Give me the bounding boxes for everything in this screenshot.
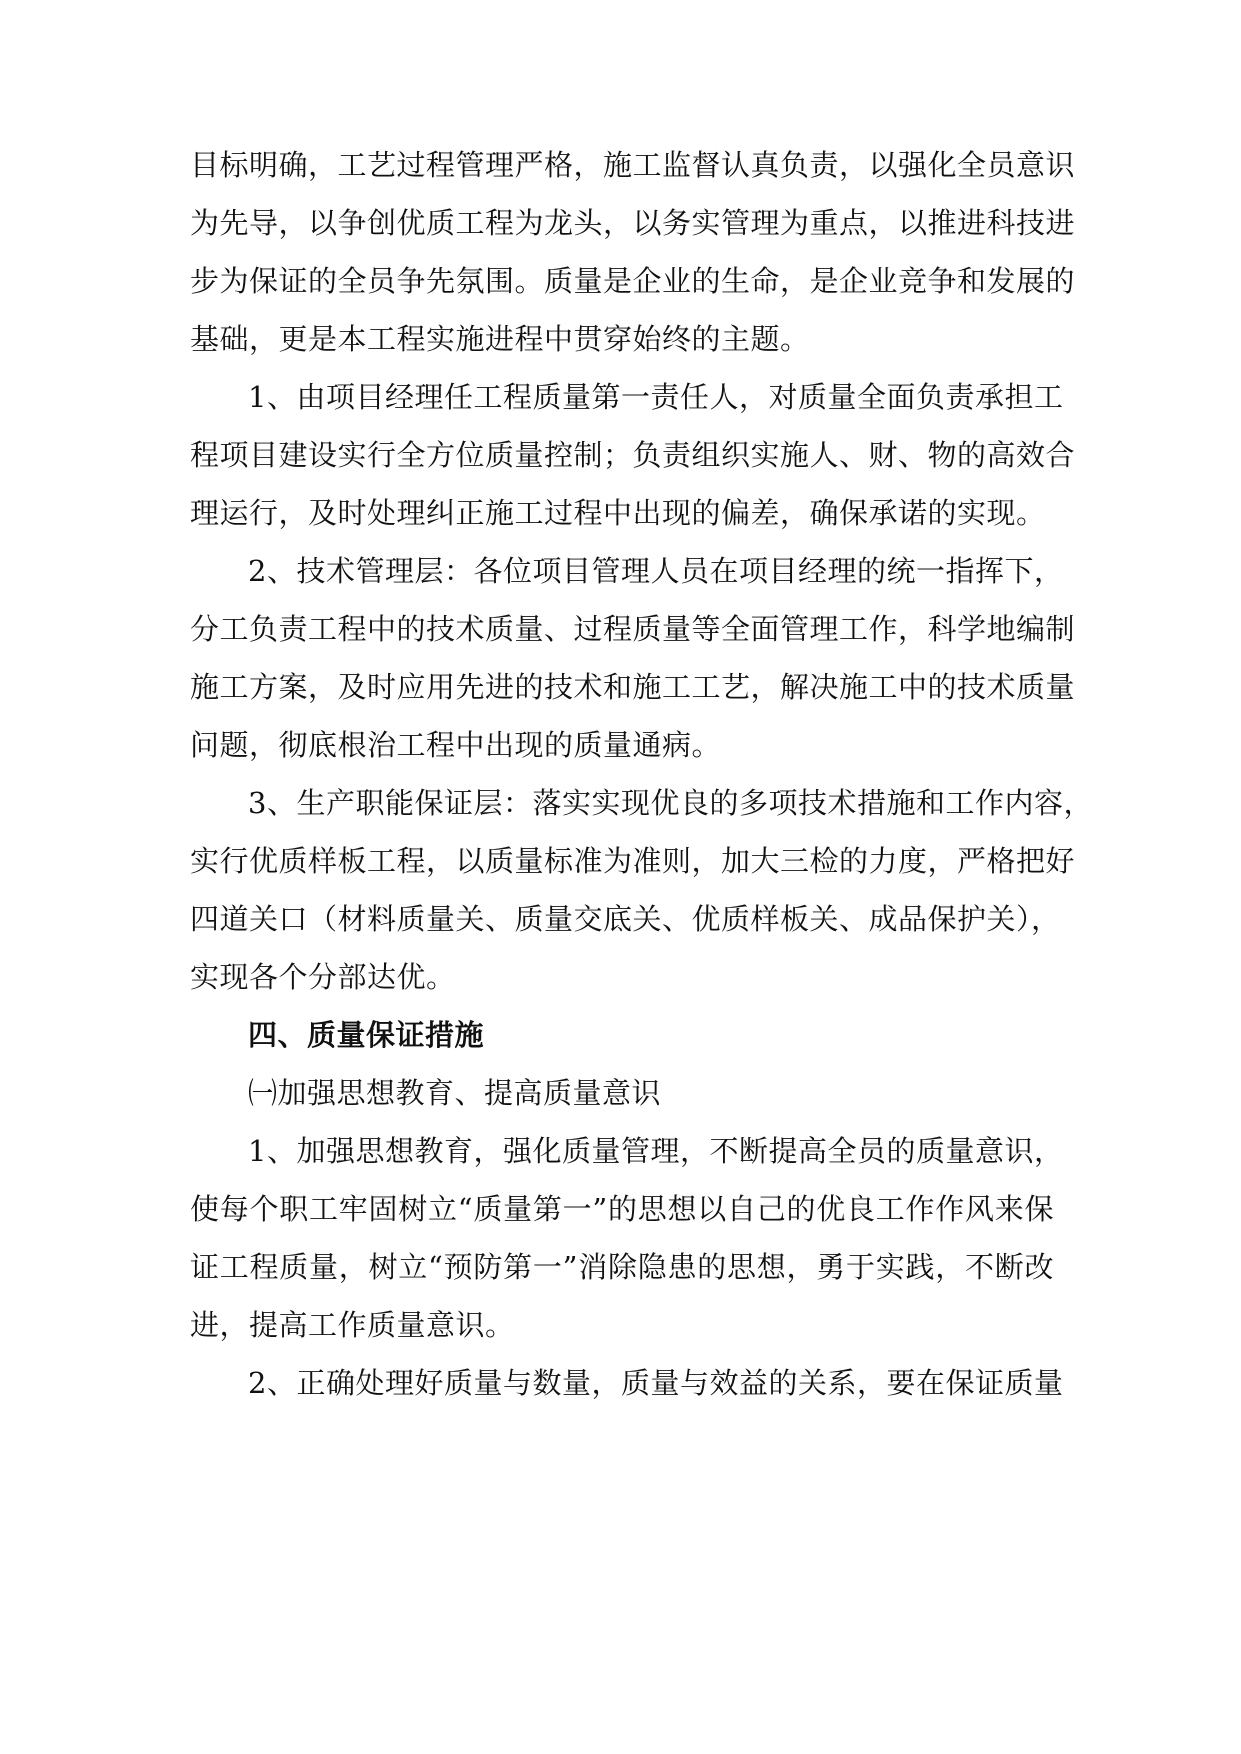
body-text-line: 1、由项目经理任工程质量第一责任人，对质量全面负责承担工: [248, 380, 1064, 414]
body-text-line: 施工方案，及时应用先进的技术和施工工艺，解决施工中的技术质量: [190, 670, 1076, 704]
body-text-line: 程项目建设实行全方位质量控制；负责组织实施人、财、物的高效合: [190, 438, 1076, 472]
body-text-line: 分工负责工程中的技术质量、过程质量等全面管理工作，科学地编制: [190, 612, 1076, 646]
body-text-line: 理运行，及时处理纠正施工过程中出现的偏差，确保承诺的实现。: [190, 496, 1046, 530]
body-text-line: 证工程质量，树立“预防第一”消除隐患的思想，勇于实践，不断改: [190, 1250, 1054, 1284]
body-text-line: 使每个职工牢固树立“质量第一”的思想以自己的优良工作作风来保: [190, 1192, 1054, 1226]
section-heading: 四、质量保证措施: [248, 1018, 485, 1052]
body-text-line: 基础，更是本工程实施进程中贯穿始终的主题。: [190, 322, 810, 356]
body-text-line: 2、正确处理好质量与数量，质量与效益的关系，要在保证质量: [248, 1366, 1064, 1400]
body-text-line: 为先导，以争创优质工程为龙头，以务实管理为重点，以推进科技进: [190, 206, 1076, 240]
body-text-line: 问题，彻底根治工程中出现的质量通病。: [190, 728, 722, 762]
body-text-line: 1、加强思想教育，强化质量管理，不断提高全员的质量意识，: [248, 1134, 1064, 1168]
body-text-line: 步为保证的全员争先氛围。质量是企业的生命，是企业竞争和发展的: [190, 264, 1076, 298]
body-text-line: 四道关口（材料质量关、质量交底关、优质样板关、成品保护关），: [190, 902, 1061, 936]
subsection-heading: ㈠加强思想教育、提高质量意识: [248, 1076, 662, 1110]
body-text-line: 实现各个分部达优。: [190, 960, 456, 994]
body-text-line: 目标明确，工艺过程管理严格，施工监督认真负责，以强化全员意识: [190, 148, 1076, 182]
body-text-line: 进，提高工作质量意识。: [190, 1308, 515, 1342]
body-text-line: 3、生产职能保证层：落实实现优良的多项技术措施和工作内容，: [248, 786, 1093, 820]
body-text-line: 实行优质样板工程，以质量标准为准则，加大三检的力度，严格把好: [190, 844, 1076, 878]
body-text-line: 2、技术管理层：各位项目管理人员在项目经理的统一指挥下，: [248, 554, 1064, 588]
